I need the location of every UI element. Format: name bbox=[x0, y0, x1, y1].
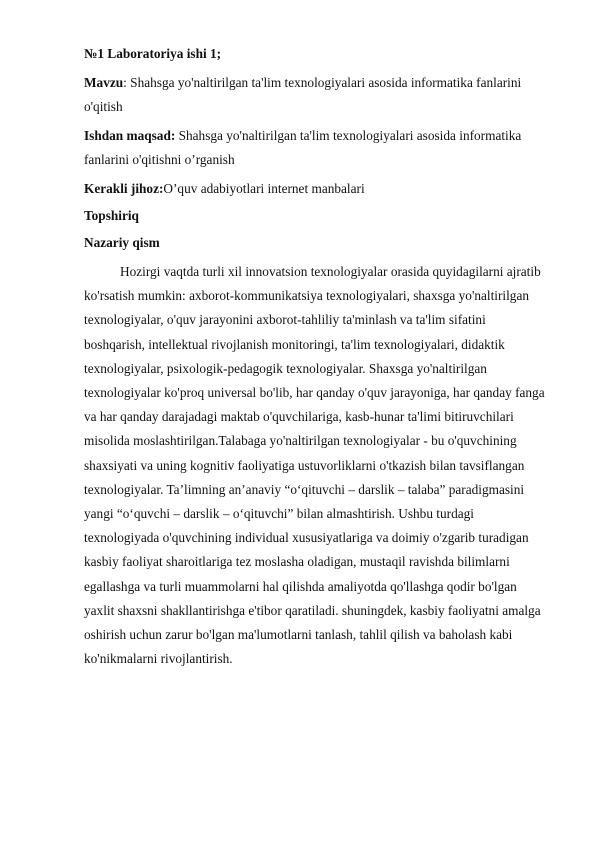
task-heading: Topshiriq bbox=[84, 208, 139, 223]
goal-label: Ishdan maqsad: bbox=[84, 128, 176, 143]
goal-text: Shahsga yo'naltirilgan ta'lim texnologiyalari asosida informatika fanlarini o'qitishni o’rganish bbox=[84, 128, 522, 167]
goal-line bbox=[84, 124, 550, 172]
topic-line bbox=[84, 71, 550, 119]
tools-label: Kerakli jihoz: bbox=[84, 181, 164, 196]
tools-line bbox=[84, 177, 550, 201]
topic-label: Mavzu bbox=[84, 75, 124, 90]
tools-text: O’quv adabiyotlari internet manbalari bbox=[163, 181, 365, 196]
theory-heading: Nazariy qism bbox=[84, 235, 160, 250]
theory-paragraph: Hozirgi vaqtda turli xil innovatsion texnologiyalar orasida quyidagilarni ajratib ko'rsatish mumkin: axborot-kommunikatsiya texnologiyalari, shaxsga yo'naltirilgan texnologiyalar, o'quv jarayonini axborot-tahliliy ta'minlash va ta'lim sifatini boshqarish, intellektual rivojlanish monitoringi, ta'lim texnologiyalari, didaktik texnologiyalar, psixologik-pedagogik texnologiyalar. Shaxsga yo'naltirilgan texnologiyalar ko'proq universal bo'lib, har qanday o'quv jarayoniga, har qanday fanga va har qanday darajadagi maktab o'quvchilariga, kasb-hunar ta'limi bitiruvchilari misolida moslashtirilgan.Talabaga yo'naltirilgan texnologiyalar - bu o'quvchining shaxsiyati va uning kognitiv faoliyatiga ustuvorliklarni o'tkazish bilan tavsiflangan texnologiyalar. Ta’limning an’anaviy “o‘qituvchi – darslik – talaba” paradigmasini yangi “o‘quvchi – darslik – o‘qituvchi” bilan almashtirish. Ushbu turdagi texnologiyada o'quvchining individual xususiyatlariga va doimiy o'zgarib turadigan kasbiy faoliyat sharoitlariga tez moslasha oladigan, mustaqil ravishda bilimlarni egallashga va turli muammolarni hal qilishda amaliyotda qo'llashga qodir bo'lgan yaxlit shaxsni shakllantirishga e'tibor qaratiladi. shuningdek, kasbiy faoliyatni amalga oshirish uchun zarur bo'lgan ma'lumotlarni tanlash, tahlil qilish va baholash kabi ko'nikmalarni rivojlantirish. bbox=[84, 264, 545, 667]
topic-text: : Shahsga yo'naltirilgan ta'lim texnologiyalari asosida informatika fanlarini o'qitish bbox=[84, 75, 522, 114]
document-page bbox=[84, 44, 550, 671]
document-title: №1 Laboratoriya ishi 1; bbox=[84, 46, 222, 61]
